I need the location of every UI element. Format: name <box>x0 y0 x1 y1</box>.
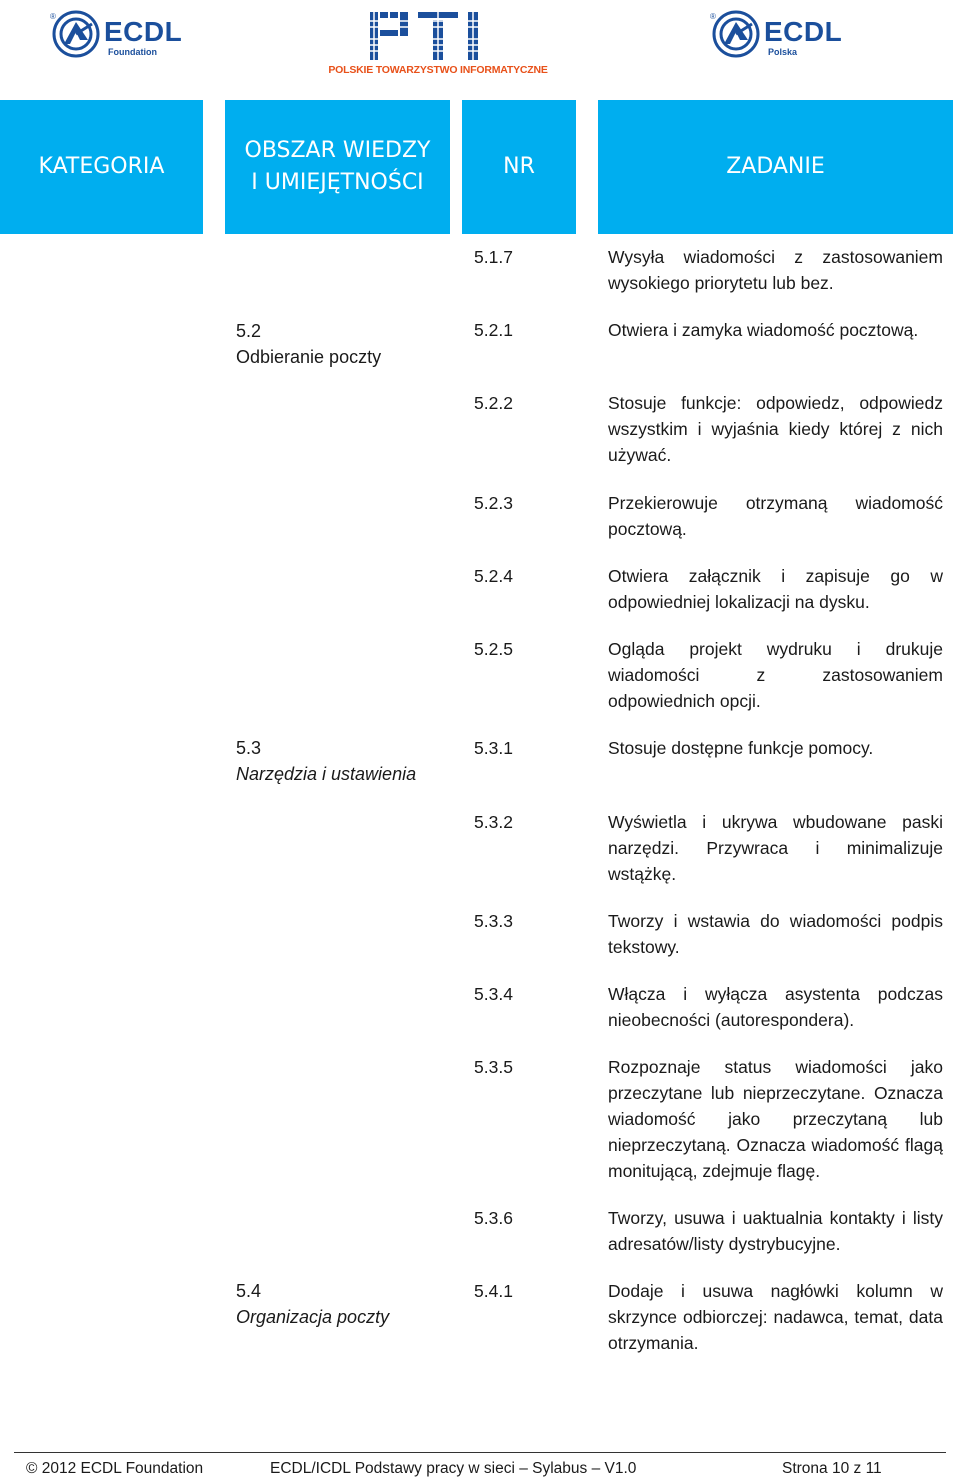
page-footer <box>0 1452 960 1479</box>
task-number: 5.2.5 <box>474 639 513 659</box>
area-label <box>236 318 456 370</box>
task-number: 5.3.3 <box>474 911 513 931</box>
header-nr: NR <box>462 100 576 234</box>
header-zadanie: ZADANIE <box>598 100 953 234</box>
area-name: Narzędzia i ustawienia <box>236 764 417 784</box>
task-text: Stosuje funkcje: odpowiedz, odpowiedz wszystkim i wyjaśnia kiedy której z nich używać. <box>608 393 943 465</box>
ecdl-foundation-logo: ® ECDL Foundation <box>50 12 183 57</box>
task-text: Otwiera załącznik i zapisuje go w odpowiedniej lokalizacji na dysku. <box>608 566 943 612</box>
task-text: Tworzy, usuwa i uaktualnia kontakty i listy adresatów/listy dystrybucyjne. <box>608 1208 943 1254</box>
area-number: 5.2 <box>236 321 262 341</box>
footer-page-number: Strona 10 z 11 <box>782 1460 882 1477</box>
task-text: Wyświetla i ukrywa wbudowane paski narzędzi. Przywraca i minimalizuje wstążkę. <box>608 812 943 884</box>
footer-copyright: © 2012 ECDL Foundation <box>26 1460 204 1477</box>
task-number: 5.3.2 <box>474 812 513 832</box>
task-number: 5.2.3 <box>474 493 513 513</box>
footer-divider <box>14 1452 946 1453</box>
task-number: 5.3.4 <box>474 984 513 1004</box>
task-text: Wysyła wiadomości z zastosowaniem wysokiego priorytetu lub bez. <box>608 247 943 293</box>
task-number: 5.2.2 <box>474 393 513 413</box>
task-text: Dodaje i usuwa nagłówki kolumn w skrzynce odbiorczej: nadawca, temat, data otrzymania. <box>608 1281 943 1353</box>
logo-strip <box>0 0 960 90</box>
area-number: 5.4 <box>236 1281 262 1301</box>
task-number: 5.1.7 <box>474 247 513 267</box>
pti-logo: POLSKIE TOWARZYSTWO INFORMATYCZNE <box>318 12 558 78</box>
task-text: Ogląda projekt wydruku i drukuje wiadomości z zastosowaniem odpowiednich opcji. <box>608 639 943 711</box>
task-number: 5.3.1 <box>474 738 513 758</box>
ecdl-globe-icon <box>712 10 760 58</box>
area-name: Odbieranie poczty <box>236 347 382 367</box>
area-name: Organizacja poczty <box>236 1307 390 1327</box>
pti-grid-mark-icon <box>370 12 506 60</box>
task-text: Tworzy i wstawia do wiadomości podpis tekstowy. <box>608 911 943 957</box>
task-text: Przekierowuje otrzymaną wiadomość pocztową. <box>608 493 943 539</box>
table-header <box>0 100 960 234</box>
task-text: Otwiera i zamyka wiadomość pocztową. <box>608 320 919 340</box>
task-text: Stosuje dostępne funkcje pomocy. <box>608 738 874 758</box>
task-text: Włącza i wyłącza asystenta podczas nieobecności (autorespondera). <box>608 984 943 1030</box>
header-obszar: OBSZAR WIEDZY I UMIEJĘTNOŚCI <box>225 100 450 234</box>
header-kategoria: KATEGORIA <box>0 100 203 234</box>
task-number: 5.3.5 <box>474 1057 513 1077</box>
task-text: Rozpoznaje status wiadomości jako przeczytane lub nieprzeczytane. Oznacza wiadomość jako przeczytaną lub nieprzeczytaną. Oznacza wiadomość flagą monitującą, zdejmuje flagę. <box>608 1057 943 1181</box>
task-number: 5.2.1 <box>474 320 513 340</box>
ecdl-globe-icon <box>52 10 100 58</box>
area-label <box>236 735 456 787</box>
task-number: 5.4.1 <box>474 1281 513 1301</box>
area-number: 5.3 <box>236 738 262 758</box>
ecdl-polska-logo: ® ECDL Polska <box>710 12 843 57</box>
footer-document-title: ECDL/ICDL Podstawy pracy w sieci – Sylabus – V1.0 <box>270 1460 637 1477</box>
task-number: 5.3.6 <box>474 1208 513 1228</box>
task-number: 5.2.4 <box>474 566 513 586</box>
area-label <box>236 1278 456 1330</box>
